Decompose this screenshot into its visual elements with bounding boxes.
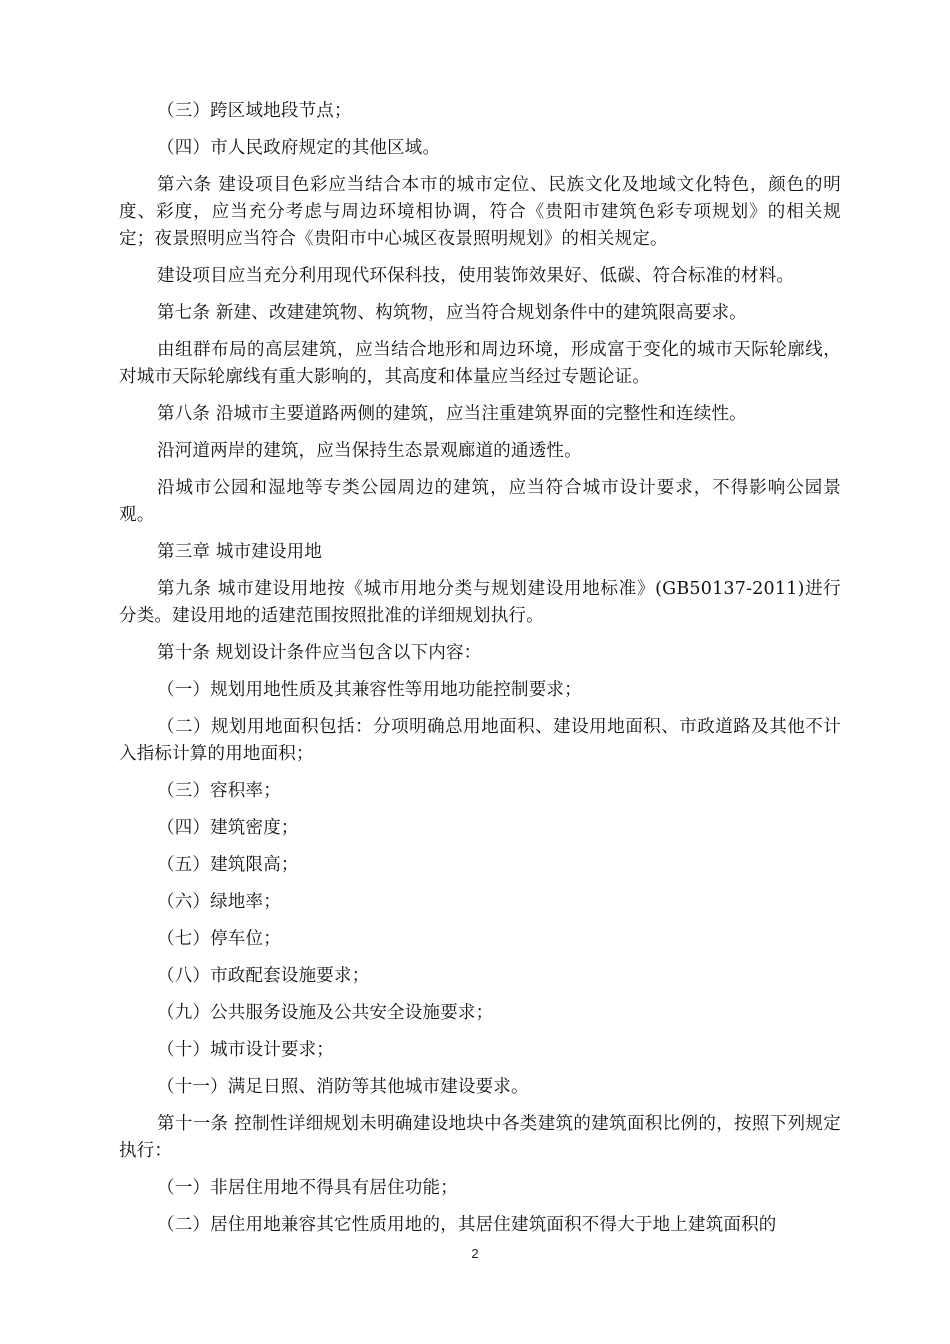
list-item: （八）市政配套设施要求；	[157, 966, 370, 986]
list-item: （六）绿地率；	[157, 892, 281, 912]
list-item: （十一）满足日照、消防等其他城市建设要求。	[157, 1077, 529, 1097]
paragraph: 沿城市公园和湿地等专类公园周边的建筑，应当符合城市设计要求，不得影响公园景观。	[119, 478, 841, 525]
chapter-heading: 第三章 城市建设用地	[157, 542, 323, 562]
list-item: （五）建筑限高；	[157, 855, 299, 875]
paragraph: 沿河道两岸的建筑，应当保持生态景观廊道的通透性。	[157, 441, 582, 461]
paragraph: 第九条 城市建设用地按《城市用地分类与规划建设用地标准》(GB50137-2011)进行分类。建设用地的适建范围按照批准的详细规划执行。	[119, 579, 841, 626]
paragraph: 第十一条 控制性详细规划未明确建设地块中各类建筑的建筑面积比例的，按照下列规定执行：	[119, 1114, 841, 1161]
paragraph: 由组群布局的高层建筑，应当结合地形和周边环境，形成富于变化的城市天际轮廓线，对城市天际轮廓线有重大影响的，其高度和体量应当经过专题论证。	[119, 340, 841, 387]
paragraph: 建设项目应当充分利用现代环保科技，使用装饰效果好、低碳、符合标准的材料。	[157, 266, 795, 286]
paragraph: （三）跨区域地段节点；	[157, 101, 352, 121]
list-item: （一）规划用地性质及其兼容性等用地功能控制要求；	[157, 680, 582, 700]
document-body	[119, 98, 841, 1249]
list-item: （三）容积率；	[157, 781, 281, 801]
list-item: （十）城市设计要求；	[157, 1040, 334, 1060]
paragraph: 第六条 建设项目色彩应当结合本市的城市定位、民族文化及地域文化特色，颜色的明度、彩度，应当充分考虑与周边环境相协调，符合《贵阳市建筑色彩专项规划》的相关规定；夜景照明应当符合《贵阳市中心城区夜景照明规划》的相关规定。	[119, 175, 841, 249]
page-number: 2	[471, 1246, 479, 1261]
paragraph: 第十条 规划设计条件应当包含以下内容：	[157, 643, 482, 663]
paragraph: （四）市人民政府规定的其他区域。	[157, 138, 441, 158]
list-item: （二）规划用地面积包括：分项明确总用地面积、建设用地面积、市政道路及其他不计入指标计算的用地面积；	[119, 717, 841, 764]
list-item: （九）公共服务设施及公共安全设施要求；	[157, 1003, 494, 1023]
paragraph: 第七条 新建、改建建筑物、构筑物，应当符合规划条件中的建筑限高要求。	[157, 303, 747, 323]
list-item: （七）停车位；	[157, 929, 281, 949]
list-item: （二）居住用地兼容其它性质用地的，其居住建筑面积不得大于地上建筑面积的	[157, 1215, 777, 1235]
list-item: （一）非居住用地不得具有居住功能；	[157, 1178, 458, 1198]
paragraph: 第八条 沿城市主要道路两侧的建筑，应当注重建筑界面的完整性和连续性。	[157, 404, 747, 424]
list-item: （四）建筑密度；	[157, 818, 299, 838]
